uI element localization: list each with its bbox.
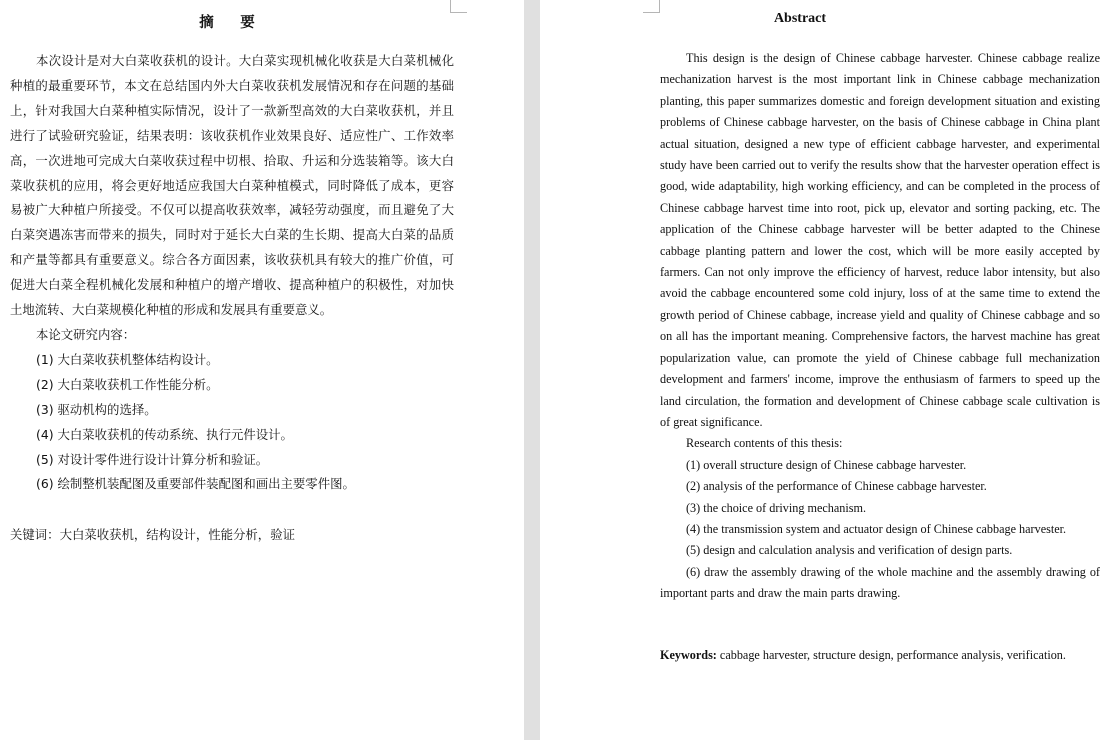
- chinese-research-list: [10, 348, 454, 497]
- english-research-heading: Research contents of this thesis:: [686, 436, 843, 451]
- list-item: (2) 大白菜收获机工作性能分析。: [36, 376, 219, 392]
- english-abstract-body: [660, 48, 1100, 605]
- page-gap: [524, 0, 540, 740]
- list-item: (4) 大白菜收获机的传动系统、执行元件设计。: [36, 426, 293, 442]
- english-research-list: [660, 455, 1100, 605]
- list-item: (2) analysis of the performance of Chinese cabbage harvester.: [686, 479, 987, 494]
- chinese-abstract-page: [0, 0, 524, 740]
- english-keywords-text: cabbage harvester, structure design, performance analysis, verification.: [716, 648, 1066, 662]
- chinese-keywords-label: 关键词：: [10, 527, 60, 542]
- english-keywords: [660, 645, 1066, 665]
- list-item: (1) overall structure design of Chinese cabbage harvester.: [686, 457, 967, 472]
- list-item: (4) the transmission system and actuator design of Chinese cabbage harvester.: [686, 521, 1067, 536]
- chinese-abstract-paragraph: 本次设计是对大白菜收获机的设计。大白菜实现机械化收获是大白菜机械化种植的最重要环节，本文在总结国内外大白菜收获机发展情况和存在问题的基础上，针对我国大白菜种植实际情况，设计了一款新型高效的大白菜收获机，并且进行了试验研究验证，结果表明：该收获机作业效果良好、适应性广、工作效率高，一次进地可完成大白菜收获过程中切根、拾取、升运和分选装箱等。该大白菜收获机的应用，将会更好地适应我国大白菜种植模式，同时降低了成本，更容易被广大种植户所接受。不仅可以提高收获效率，减轻劳动强度，而且避免了大白菜突遇冻害而带来的损失，同时对于延长大白菜的生长期、提高大白菜的品质和产量等都具有重要意义。综合各方面因素，该收获机具有较大的推广价值，可促进大白菜全程机械化发展和种植户的增产增收、提高种植户的积极性，对加快土地流转、大白菜规模化种植的形成和发展具有重要意义。: [10, 53, 454, 318]
- chinese-abstract-title: 摘 要: [199, 15, 261, 31]
- list-item: (6) 绘制整机装配图及重要部件装配图和画出主要零件图。: [36, 476, 355, 492]
- chinese-abstract-body: [10, 49, 454, 497]
- list-item: (3) the choice of driving mechanism.: [686, 500, 867, 515]
- list-item: (6) draw the assembly drawing of the whole machine and the assembly drawing of important parts and draw the main parts drawing.: [660, 564, 1100, 601]
- english-abstract-page: [540, 0, 1104, 740]
- list-item: (1) 大白菜收获机整体结构设计。: [36, 351, 219, 367]
- chinese-research-heading: 本论文研究内容：: [36, 326, 136, 342]
- english-abstract-title: Abstract: [773, 11, 827, 26]
- list-item: (5) 对设计零件进行设计计算分析和验证。: [36, 451, 269, 467]
- english-abstract-paragraph: This design is the design of Chinese cabbage harvester. Chinese cabbage realize mechanization harvest is the most important link in Chinese cabbage mechanization planting, this paper summarizes domestic and foreign development situation and existing problems of Chinese cabbage harvester, on the basis of Chinese cabbage in China plant actual situation, designed a new type of efficient cabbage harvester, and experimental study have been carried out to verify the results show that the harvester operation effect is good, wide adaptability, high working efficiency, and can be completed in the process of Chinese cabbage harvest time into root, pick up, elevator and sorting packing, etc. The application of the Chinese cabbage harvester will be better adapted to the Chinese cabbage planting pattern and lower the cost, which will be more easily accepted by farmers. Can not only improve the efficiency of harvest, reduce labor intensity, but also avoid the cabbage encountered some cold injury, loss of at the same time to extend the growth period of Chinese cabbage, increase yield and quality of Chinese cabbage and so on all has the important meaning. Comprehensive factors, the harvest machine has great popularization value, can promote the yield of Chinese cabbage full mechanization development and farmers' income, improve the enthusiasm of farmers to speed up the land circulation, the formation and development of Chinese cabbage scale cultivation is of great significance.: [660, 51, 1100, 429]
- list-item: (5) design and calculation analysis and verification of design parts.: [686, 543, 1013, 558]
- list-item: (3) 驱动机构的选择。: [36, 401, 157, 417]
- chinese-keywords: [10, 523, 295, 547]
- chinese-keywords-text: 大白菜收获机，结构设计，性能分析，验证: [59, 527, 295, 542]
- english-keywords-label: Keywords:: [660, 648, 717, 662]
